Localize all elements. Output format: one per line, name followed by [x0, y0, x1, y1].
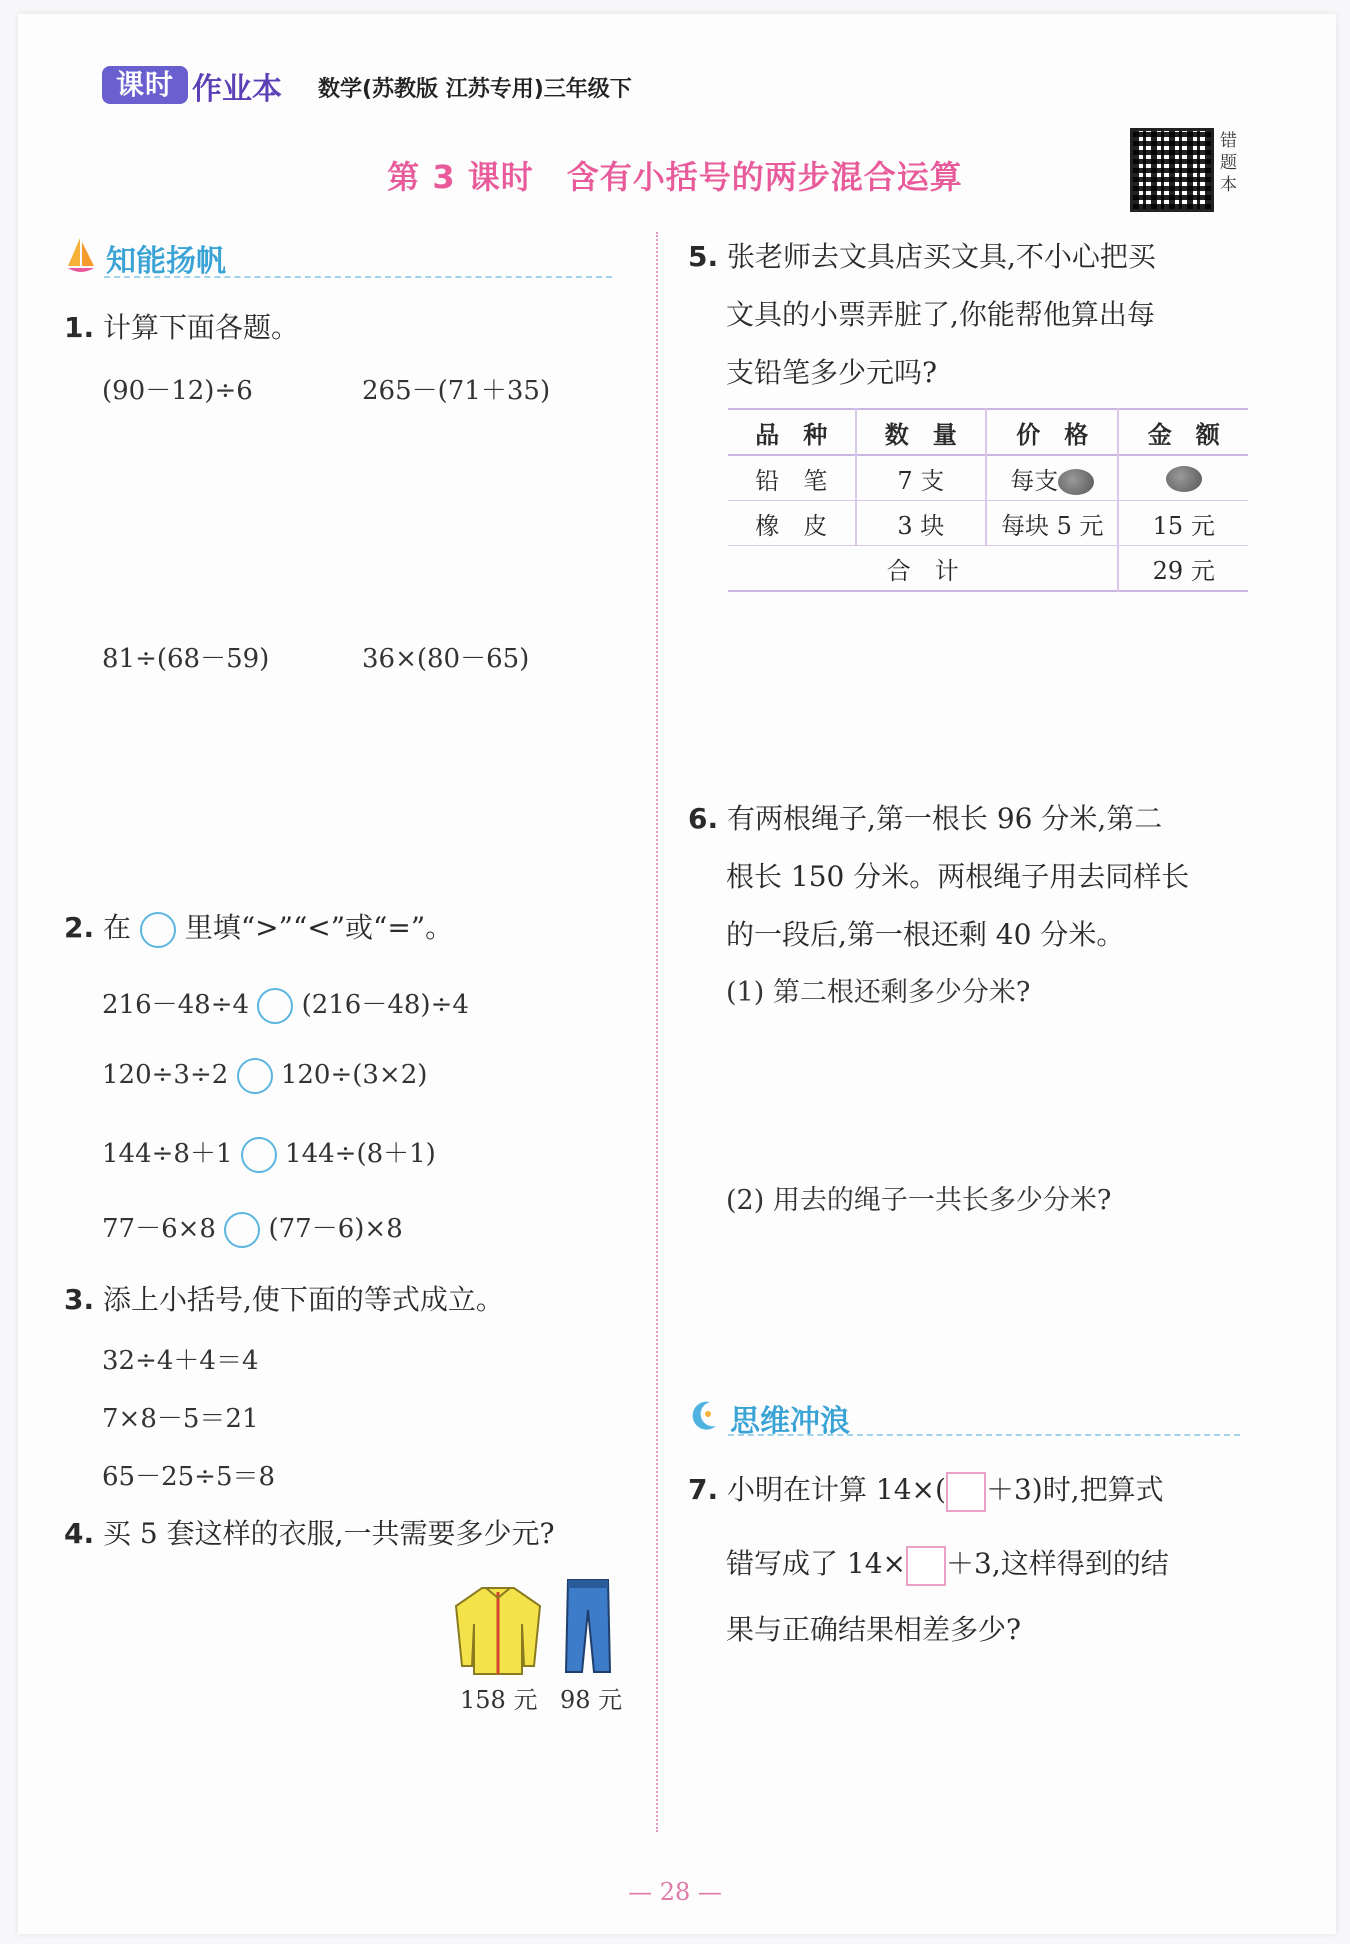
table-total-row	[728, 546, 1248, 592]
shirt-price: 158 元	[460, 1686, 538, 1714]
compare-left: 77－6×8	[102, 1214, 216, 1244]
receipt-table	[728, 408, 1248, 592]
blank-box[interactable]	[906, 1546, 946, 1586]
expression: (90－12)÷6	[102, 376, 253, 406]
compare-left: 144÷8＋1	[102, 1139, 233, 1169]
question-7-line3: 果与正确结果相差多少?	[726, 1613, 1022, 1646]
brand-logo: 课时	[102, 66, 188, 104]
total-label: 合 计	[728, 546, 1118, 592]
table-row	[728, 501, 1248, 546]
compare-row	[102, 984, 469, 1024]
table-cell: 15 元	[1152, 511, 1215, 540]
table-header: 品 种	[728, 409, 856, 455]
expression: 36×(80－65)	[362, 644, 530, 674]
jeans-icon	[562, 1576, 614, 1676]
question-text: 文具的小票弄脏了,你能帮他算出每	[726, 298, 1155, 331]
question-4	[64, 1514, 555, 1554]
question-number: 2.	[64, 911, 95, 944]
table-cell: 3 块	[856, 501, 987, 546]
price-text: 每支	[1010, 466, 1059, 495]
table-cell: 7 支	[856, 455, 987, 501]
table-cell: 每块 5 元	[986, 501, 1118, 546]
question-text: 买 5 套这样的衣服,一共需要多少元?	[103, 1517, 555, 1550]
equation: 7×8－5＝21	[102, 1404, 259, 1434]
sailboat-icon	[66, 236, 96, 276]
question-text: 错写成了 14×	[726, 1547, 906, 1580]
question-number: 5.	[688, 240, 719, 273]
qr-code-icon[interactable]	[1130, 128, 1214, 212]
answer-circle[interactable]	[224, 1212, 260, 1248]
equation: 65－25÷5＝8	[102, 1462, 276, 1492]
lesson-title: 第 3 课时 含有小括号的两步混合运算	[387, 158, 963, 196]
question-7-line2	[726, 1544, 1169, 1586]
compare-row	[102, 1208, 403, 1248]
question-3	[64, 1280, 504, 1320]
total-value: 29 元	[1152, 556, 1215, 585]
section-underline	[728, 1434, 1240, 1436]
page-number: — 28 —	[628, 1878, 722, 1906]
question-text: ＋3,这样得到的结	[946, 1547, 1169, 1580]
question-number: 1.	[64, 311, 95, 344]
shirt-icon	[452, 1584, 544, 1676]
compare-row	[102, 1133, 436, 1173]
brand-name: 作业本	[192, 72, 282, 107]
column-divider	[656, 232, 658, 1832]
answer-circle[interactable]	[257, 988, 293, 1024]
question-6	[688, 790, 1189, 964]
question-7	[688, 1470, 1164, 1512]
compare-right: (216－48)÷4	[301, 990, 469, 1020]
question-1	[64, 308, 299, 348]
section-underline	[104, 276, 612, 278]
question-5	[688, 228, 1156, 402]
question-text: 张老师去文具店买文具,不小心把买	[727, 240, 1156, 273]
question-2	[64, 908, 453, 948]
table-cell: 橡 皮	[728, 501, 856, 546]
answer-circle[interactable]	[241, 1137, 277, 1173]
qr-label: 错题本	[1220, 131, 1237, 195]
answer-circle	[140, 912, 176, 948]
table-header: 数 量	[856, 409, 987, 455]
table-cell	[1118, 455, 1248, 501]
question-text: 根长 150 分米。两根绳子用去同样长	[726, 860, 1190, 893]
table-row	[728, 455, 1248, 501]
question-text: 有两根绳子,第一根长 96 分米,第二	[727, 802, 1163, 835]
subject-label: 数学(苏教版 江苏专用)三年级下	[318, 77, 632, 102]
sub-question-1: (1) 第二根还剩多少分米?	[726, 977, 1031, 1008]
compare-right: 144÷(8＋1)	[285, 1139, 436, 1169]
question-number: 7.	[688, 1473, 719, 1506]
smudge-icon	[1058, 469, 1094, 495]
question-text: 添上小括号,使下面的等式成立。	[103, 1283, 504, 1316]
question-number: 3.	[64, 1283, 95, 1316]
question-number: 6.	[688, 802, 719, 835]
expression: 265－(71＋35)	[362, 376, 551, 406]
table-cell	[986, 455, 1118, 501]
question-text: 的一段后,第一根还剩 40 分米。	[726, 918, 1125, 951]
compare-row	[102, 1058, 427, 1094]
question-text: 小明在计算 14×(	[727, 1473, 946, 1506]
question-text: 计算下面各题。	[103, 311, 300, 344]
compare-right: (77－6)×8	[268, 1214, 403, 1244]
blank-box[interactable]	[946, 1472, 986, 1512]
moon-icon	[688, 1398, 720, 1432]
pants-price: 98 元	[560, 1686, 623, 1714]
smudge-icon	[1166, 466, 1202, 492]
compare-left: 120÷3÷2	[102, 1060, 229, 1090]
sub-question-2: (2) 用去的绳子一共长多少分米?	[726, 1185, 1112, 1216]
question-text: 里填“>”“<”或“=”。	[184, 911, 454, 944]
equation: 32÷4＋4＝4	[102, 1346, 259, 1376]
table-cell: 铅 笔	[728, 455, 856, 501]
answer-circle[interactable]	[237, 1058, 273, 1094]
expression: 81÷(68－59)	[102, 644, 270, 674]
section-header-zhineng: 知能扬帆	[106, 244, 226, 279]
question-text: 支铅笔多少元吗?	[726, 356, 938, 389]
table-header: 价 格	[986, 409, 1118, 455]
compare-left: 216－48÷4	[102, 990, 250, 1020]
section-header-siwei: 思维冲浪	[730, 1404, 850, 1439]
question-number: 4.	[64, 1517, 95, 1550]
table-header: 金 额	[1147, 419, 1220, 449]
question-text: 在	[103, 911, 132, 944]
question-text: ＋3)时,把算式	[985, 1473, 1164, 1506]
compare-right: 120÷(3×2)	[280, 1060, 428, 1090]
table-header-row	[728, 409, 1248, 455]
